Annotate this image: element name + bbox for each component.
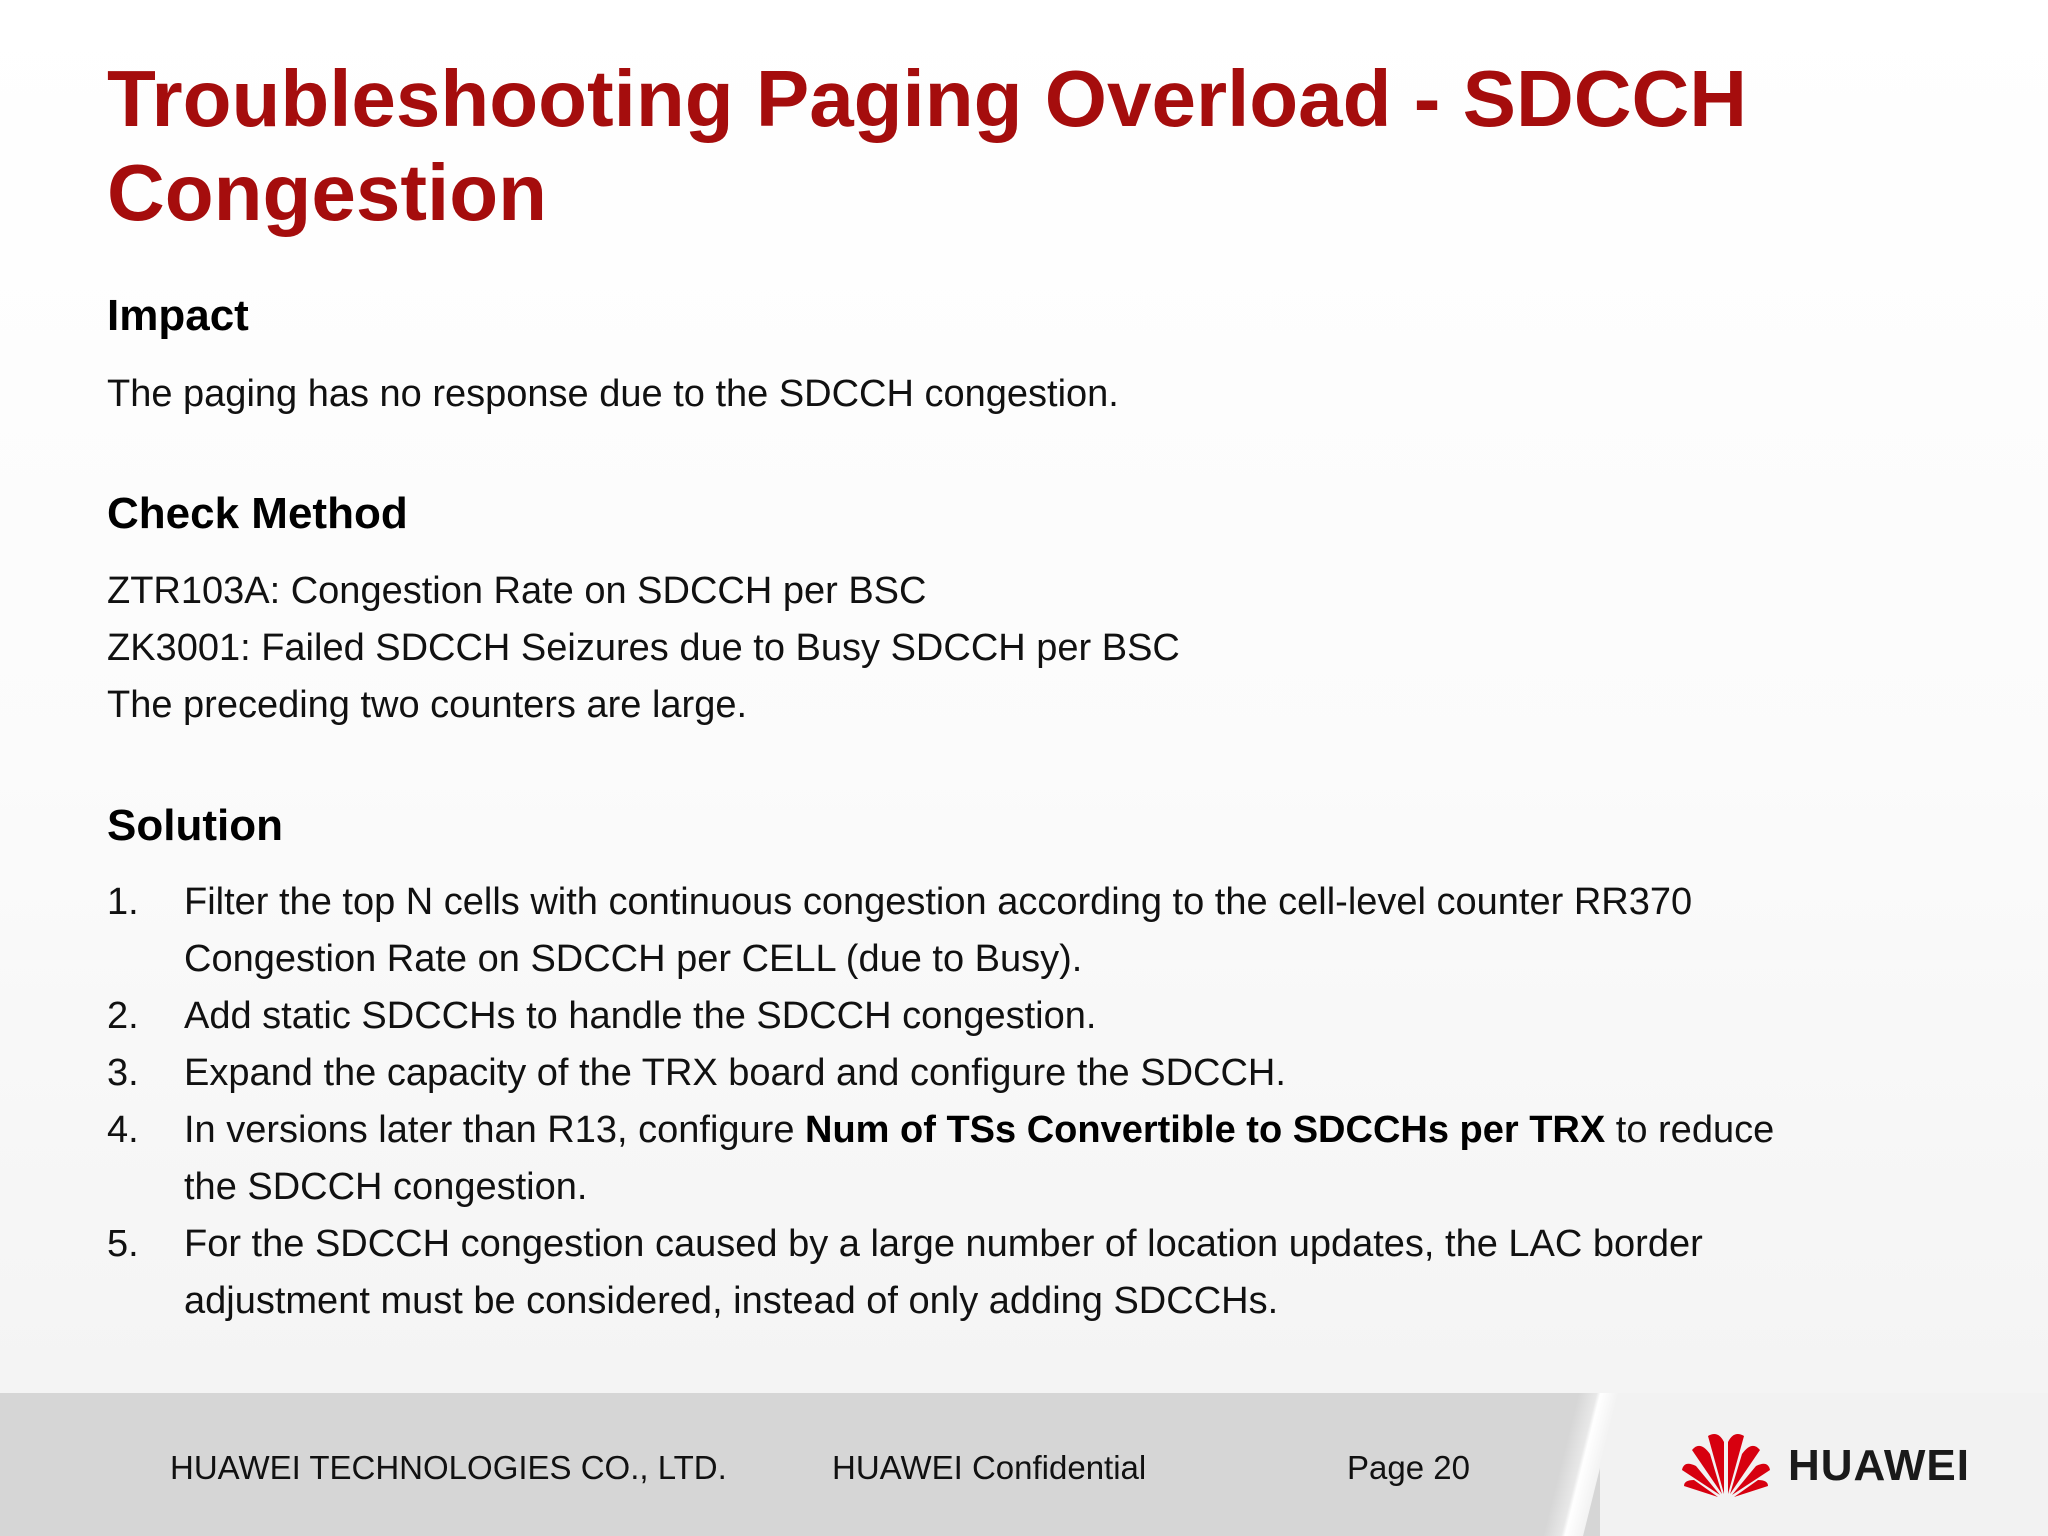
solution-item-2-line-1: Add static SDCCHs to handle the SDCCH congestion. <box>184 995 1097 1037</box>
impact-text <box>107 366 1119 423</box>
slide-title-line-2: Congestion <box>107 148 547 237</box>
solution-item-5-line-1: For the SDCCH congestion caused by a large number of location updates, the LAC border <box>184 1223 1703 1265</box>
slide-title <box>107 52 1907 240</box>
solution-item-3-line-1: Expand the capacity of the TRX board and configure the SDCCH. <box>184 1052 1286 1094</box>
check-method-heading: Check Method <box>107 489 408 538</box>
solution-item-2 <box>107 988 1907 1045</box>
solution-item-5-line-2: adjustment must be considered, instead of only adding SDCCHs. <box>184 1280 1279 1322</box>
check-method-text <box>107 563 1180 734</box>
solution-item-number: 3. <box>107 1052 139 1094</box>
solution-item-5 <box>107 1216 1907 1330</box>
solution-heading: Solution <box>107 801 283 850</box>
solution-item-number: 4. <box>107 1109 139 1151</box>
footer-company: HUAWEI TECHNOLOGIES CO., LTD. <box>170 1449 727 1486</box>
footer-confidential: HUAWEI Confidential <box>832 1449 1147 1486</box>
solution-item-4 <box>107 1102 1907 1216</box>
solution-item-number: 1. <box>107 881 139 923</box>
logo-petals <box>1682 1434 1770 1497</box>
impact-heading: Impact <box>107 291 249 340</box>
solution-item-4-line-1 <box>184 1102 1907 1159</box>
solution-item-3 <box>107 1045 1907 1102</box>
slide-title-line-1: Troubleshooting Paging Overload - SDCCH <box>107 54 1748 143</box>
solution-item-1 <box>107 874 1907 988</box>
huawei-logo <box>1678 1428 1984 1500</box>
solution-item-number: 5. <box>107 1223 139 1265</box>
solution-item-1-line-1: Filter the top N cells with continuous congestion according to the cell-level counter RR370 <box>184 881 1693 923</box>
huawei-petal-logo-icon <box>1678 1428 1774 1500</box>
solution-item-4-text-end: to reduce <box>1605 1109 1775 1151</box>
solution-item-1-line-2: Congestion Rate on SDCCH per CELL (due to Busy). <box>184 938 1083 980</box>
check-method-line-2: ZK3001: Failed SDCCH Seizures due to Busy SDCCH per BSC <box>107 627 1180 669</box>
parameter-name: Num of TSs Convertible to SDCCHs per TRX <box>805 1109 1606 1151</box>
solution-item-4-line-2: the SDCCH congestion. <box>184 1166 588 1208</box>
huawei-wordmark: HUAWEI <box>1788 1441 1970 1490</box>
check-method-line-3: The preceding two counters are large. <box>107 684 748 726</box>
check-method-line-1: ZTR103A: Congestion Rate on SDCCH per BSC <box>107 570 927 612</box>
footer-page-number: Page 20 <box>1347 1449 1470 1486</box>
solution-item-number: 2. <box>107 995 139 1037</box>
solution-list <box>107 874 1907 1330</box>
solution-item-4-text: In versions later than R13, configure <box>184 1109 806 1151</box>
impact-text-line: The paging has no response due to the SDCCH congestion. <box>107 373 1119 415</box>
